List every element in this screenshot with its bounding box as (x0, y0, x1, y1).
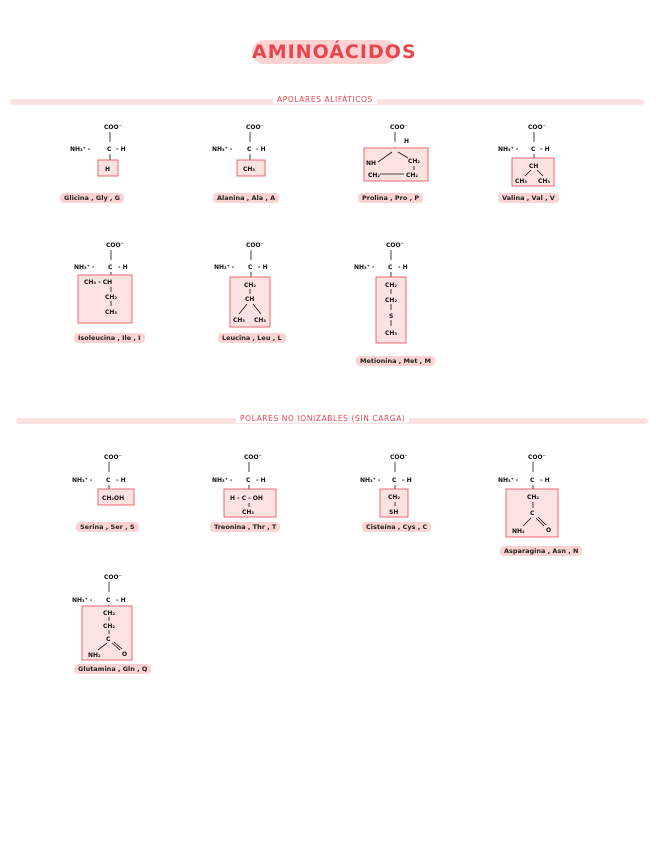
svg-text:COO⁻: COO⁻ (244, 454, 262, 461)
caption-leucine: Leucina , Leu , L (218, 333, 286, 343)
svg-text:- H: - H (398, 264, 408, 271)
page-title: AMINOÁCIDOS (252, 41, 417, 63)
svg-text:C: C (107, 146, 112, 153)
svg-text:CH₃: CH₃ (242, 509, 255, 516)
caption-cysteine: Cisteína , Cys , C (362, 522, 431, 532)
svg-text:COO⁻: COO⁻ (104, 574, 122, 581)
svg-text:CH₂: CH₂ (385, 297, 398, 304)
svg-text:CH₃: CH₃ (233, 317, 246, 324)
svg-text:C: C (106, 597, 111, 604)
svg-text:CH₂: CH₂ (406, 172, 419, 179)
svg-text:- H: - H (258, 264, 268, 271)
svg-text:CH₂: CH₂ (244, 282, 257, 289)
svg-text:NH₃⁺ -: NH₃⁺ - (72, 477, 93, 484)
svg-text:NH: NH (366, 160, 377, 167)
svg-text:COO⁻: COO⁻ (104, 454, 122, 461)
svg-text:H: H (404, 138, 410, 145)
molecule-proline (358, 118, 478, 238)
caption-methionine: Metionina , Met , M (356, 356, 435, 366)
svg-text:C: C (388, 264, 393, 271)
caption-proline: Prolina , Pro , P (358, 193, 423, 203)
svg-text:H - C - OH: H - C - OH (230, 495, 263, 502)
r-group: CH₃ (243, 166, 256, 173)
svg-text:CH₂: CH₂ (408, 158, 421, 165)
molecule-serine (72, 448, 192, 568)
svg-text:CH₂: CH₂ (388, 494, 401, 501)
svg-text:- H: - H (402, 477, 412, 484)
svg-text:NH₃⁺ -: NH₃⁺ - (72, 597, 93, 604)
svg-text:C: C (247, 146, 252, 153)
svg-text:NH₃⁺ -: NH₃⁺ - (360, 477, 381, 484)
svg-text:NH₃⁺ -: NH₃⁺ - (212, 477, 233, 484)
svg-text:O: O (122, 651, 128, 658)
svg-text:NH₃⁺ -: NH₃⁺ - (74, 264, 95, 271)
svg-text:C: C (246, 477, 251, 484)
svg-text:NH₂: NH₂ (512, 528, 525, 535)
svg-text:S: S (389, 313, 394, 320)
svg-text:CH₂OH: CH₂OH (102, 495, 125, 502)
svg-text:- H: - H (256, 146, 266, 153)
molecule-methionine (350, 236, 470, 356)
svg-text:NH₃⁺ -: NH₃⁺ - (70, 146, 91, 153)
caption-glutamine: Glutamina , Gln , Q (74, 664, 151, 674)
svg-text:COO⁻: COO⁻ (390, 454, 408, 461)
svg-text:- H: - H (118, 264, 128, 271)
svg-text:CH₃ - CH: CH₃ - CH (84, 279, 113, 286)
r-group: H (105, 166, 111, 173)
svg-text:C: C (106, 477, 111, 484)
svg-text:COO⁻: COO⁻ (528, 124, 546, 131)
svg-text:NH₃⁺ -: NH₃⁺ - (212, 146, 233, 153)
caption-alanine: Alanina , Ala , A (213, 193, 279, 203)
svg-text:COO⁻: COO⁻ (246, 242, 264, 249)
svg-text:CH₂: CH₂ (368, 172, 381, 179)
svg-text:C: C (392, 477, 397, 484)
svg-text:CH: CH (529, 163, 539, 170)
svg-text:CH₃: CH₃ (515, 178, 528, 185)
svg-text:COO⁻: COO⁻ (390, 124, 408, 131)
svg-text:NH₃⁺ -: NH₃⁺ - (498, 146, 519, 153)
svg-text:- H: - H (256, 477, 266, 484)
svg-text:CH₂: CH₂ (385, 282, 398, 289)
svg-text:NH₂: NH₂ (88, 652, 101, 659)
molecule-cysteine (360, 448, 480, 568)
svg-text:NH₃⁺ -: NH₃⁺ - (354, 264, 375, 271)
caption-glycine: Glicina , Gly , G (60, 193, 124, 203)
svg-text:- H: - H (116, 146, 126, 153)
svg-text:CH₂: CH₂ (105, 294, 118, 301)
svg-text:COO⁻: COO⁻ (386, 242, 404, 249)
svg-text:- H: - H (116, 477, 126, 484)
svg-text:NH₃⁺ -: NH₃⁺ - (498, 477, 519, 484)
svg-text:COO⁻: COO⁻ (528, 454, 546, 461)
caption-valine: Valina , Val , V (498, 193, 559, 203)
svg-text:C: C (531, 146, 536, 153)
molecule-alanine (210, 118, 330, 238)
svg-text:CH₃: CH₃ (538, 178, 551, 185)
svg-text:CH₂: CH₂ (103, 623, 116, 630)
caption-serine: Serina , Ser , S (76, 522, 139, 532)
section-title-polar: POLARES NO IONIZABLES (SIN CARGA) (236, 414, 409, 423)
svg-text:C: C (530, 477, 535, 484)
svg-text:C: C (108, 264, 113, 271)
svg-text:CH₃: CH₃ (105, 309, 118, 316)
molecule-valine (498, 118, 618, 238)
caption-isoleucine: Isoleucina , Ile , I (74, 333, 145, 343)
svg-text:SH: SH (389, 509, 399, 516)
section-title-aliphatic: APOLARES ALIFÁTICOS (273, 95, 377, 104)
svg-text:NH₃⁺ -: NH₃⁺ - (214, 264, 235, 271)
svg-text:C: C (248, 264, 253, 271)
svg-text:CH₃: CH₃ (254, 317, 267, 324)
molecule-threonine (212, 448, 332, 568)
molecule-glycine (64, 118, 184, 238)
svg-text:COO⁻: COO⁻ (246, 124, 264, 131)
svg-text:- H: - H (116, 597, 126, 604)
svg-text:CH₃: CH₃ (385, 330, 398, 337)
svg-text:COO⁻: COO⁻ (104, 124, 122, 131)
svg-text:- H: - H (540, 477, 550, 484)
caption-threonine: Treonina , Thr , T (210, 522, 280, 532)
caption-asparagine: Asparagina , Asn , N (500, 546, 582, 556)
svg-text:- H: - H (540, 146, 550, 153)
svg-text:COO⁻: COO⁻ (106, 242, 124, 249)
svg-text:CH₂: CH₂ (527, 494, 540, 501)
svg-text:C: C (106, 636, 111, 643)
svg-text:C: C (530, 510, 535, 517)
svg-text:CH₂: CH₂ (103, 610, 116, 617)
svg-text:O: O (546, 527, 552, 534)
svg-text:CH: CH (245, 296, 255, 303)
